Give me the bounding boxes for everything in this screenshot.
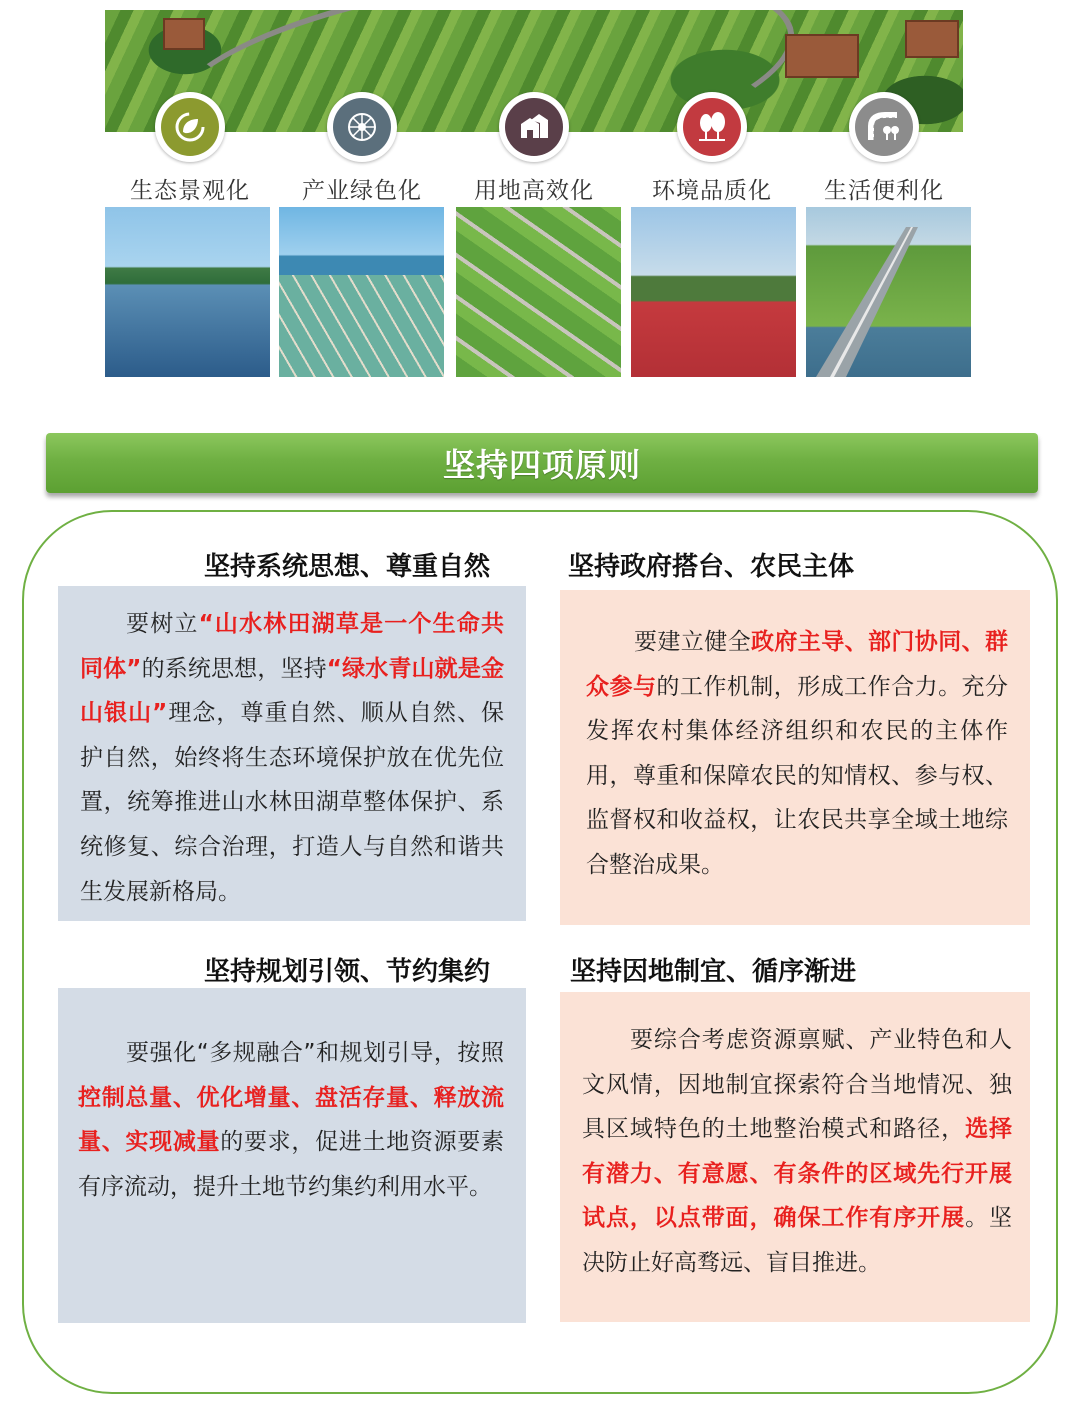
trees-icon (677, 92, 747, 162)
principle-text-2: 要建立健全政府主导、部门协同、群众参与的工作机制，形成工作合力。充分发挥农村集体经济组织和农民的主体作用，尊重和保障农民的知情权、参与权、监督权和收益权，让农民共享全域土地综合整治成果。 (586, 629, 1009, 878)
principle-title-1: 坚持系统思想、尊重自然 (204, 552, 491, 582)
photo-lakeside-boardwalk (105, 207, 270, 377)
buildings-icon (499, 92, 569, 162)
principle-text-1: 要树立“山水林田湖草是一个生命共同体”的系统思想，坚持“绿水青山就是金山银山”理念，尊重自然、顺从自然、保护自然，始终将生态环境保护放在优先位置，统筹推进山水林田湖草整体保护、系统修复、综合治理，打造人与自然和谐共生发展新格局。 (80, 611, 505, 905)
road-icon (849, 92, 919, 162)
label-eco-landscape: 生态景观化 (130, 178, 250, 204)
eco-leaf-icon (155, 92, 225, 162)
network-icon (327, 92, 397, 162)
photo-highway-bridge (806, 207, 971, 377)
principle-box-3 (58, 988, 526, 1323)
principle-text-3: 要强化“多规融合”和规划引导，按照控制总量、优化增量、盘活存量、释放流量、实现减量的要求，促进土地资源要素有序流动，提升土地节约集约利用水平。 (78, 1040, 505, 1200)
principle-box-4 (560, 992, 1030, 1322)
photo-village-aerial (456, 207, 621, 377)
section-header-bar (46, 433, 1038, 493)
photo-children-running (631, 207, 796, 377)
label-efficient-land-use: 用地高效化 (474, 178, 594, 204)
label-quality-environment: 环境品质化 (652, 178, 772, 204)
principle-box-2 (560, 590, 1030, 925)
principle-text-4: 要综合考虑资源禀赋、产业特色和人文风情，因地制宜探索符合当地情况、独具区域特色的土地整治模式和路径，选择有潜力、有意愿、有条件的区域先行开展试点，以点带面，确保工作有序开展。坚决防止好高骛远、盲目推进。 (582, 1027, 1013, 1276)
principle-title-2: 坚持政府搭台、农民主体 (568, 552, 855, 582)
principle-title-3: 坚持规划引领、节约集约 (204, 957, 491, 987)
principle-title-4: 坚持因地制宜、循序渐进 (570, 957, 857, 987)
photo-strip (105, 207, 971, 377)
label-green-industry: 产业绿色化 (302, 178, 422, 204)
section-title: 坚持四项原则 (442, 446, 641, 484)
principle-box-1 (58, 586, 526, 921)
feature-icons-row (105, 92, 963, 202)
photo-coastal-ponds (279, 207, 444, 377)
label-convenient-life: 生活便利化 (824, 178, 944, 204)
